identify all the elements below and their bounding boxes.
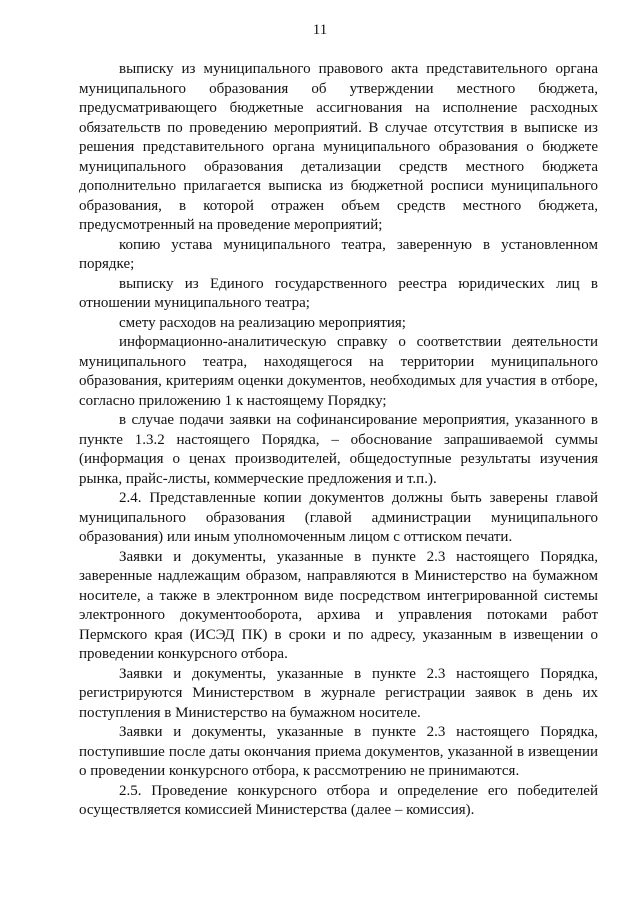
paragraph-late-submission: Заявки и документы, указанные в пункте 2.3 настоящего Порядка, поступившие после даты окончания приема документов, указанной в извещении о проведении конкурсного отбора, к рассмотрению не принимаются. <box>79 724 598 779</box>
paragraph-cost-estimate: смету расходов на реализацию мероприятия; <box>119 314 406 331</box>
paragraph-registration: Заявки и документы, указанные в пункте 2.3 настоящего Порядка, регистрируются Министерством в журнале регистрации заявок в день их поступления в Министерство на бумажном носителе. <box>79 665 598 721</box>
paragraph-2-4-certification: 2.4. Представленные копии документов должны быть заверены главой муниципального образования (главой администрации муниципального образования) или иным уполномоченным лицом с оттиском печати. <box>79 490 598 545</box>
page-number: 11 <box>312 22 328 38</box>
paragraph-register-extract: выписку из Единого государственного реестра юридических лиц в отношении муниципального театра; <box>79 275 598 311</box>
paragraph-2-5-commission: 2.5. Проведение конкурсного отбора и определение его победителей осуществляется комиссией Министерства (далее – комиссия). <box>79 782 598 818</box>
paragraph-cofinancing-justification: в случае подачи заявки на софинансирование мероприятия, указанного в пункте 1.3.2 настоящего Порядка, – обоснование запрашиваемой суммы (информация о ценах производителей, общедоступные результаты изучения рынка, прайс-листы, коммерческие предложения и т.п.). <box>79 412 598 487</box>
paragraph-analytical-note: информационно-аналитическую справку о соответствии деятельности муниципального театра, находящегося на территории муниципального образования, критериям оценки документов, необходимых для участия в отборе, согласно приложению 1 к настоящему Порядку; <box>79 334 598 409</box>
paragraph-submission-method: Заявки и документы, указанные в пункте 2.3 настоящего Порядка, заверенные надлежащим образом, направляются в Министерство на бумажном носителе, а также в электронном виде посредством интегрированной системы электронного документооборота, архива и управления потоками работ Пермского края (ИСЭД ПК) в сроки и по адресу, указанным в извещении о проведении конкурсного отбора. <box>79 548 598 662</box>
paragraph-budget-extract: выписку из муниципального правового акта представительного органа муниципального образования об утверждении местного бюджета, предусматривающего бюджетные ассигнования на исполнение расходных обязательств по проведению мероприятий. В случае отсутствия в выписке из решения представительного органа муниципального образования о бюджете муниципального образования детализации средств местного бюджета дополнительно прилагается выписка из бюджетной росписи муниципального образования, в которой отражен объем средств местного бюджета, предусмотренный на проведение мероприятий; <box>79 61 598 233</box>
paragraph-theatre-charter: копию устава муниципального театра, заверенную в установленном порядке; <box>79 236 598 272</box>
document-body <box>79 60 598 821</box>
